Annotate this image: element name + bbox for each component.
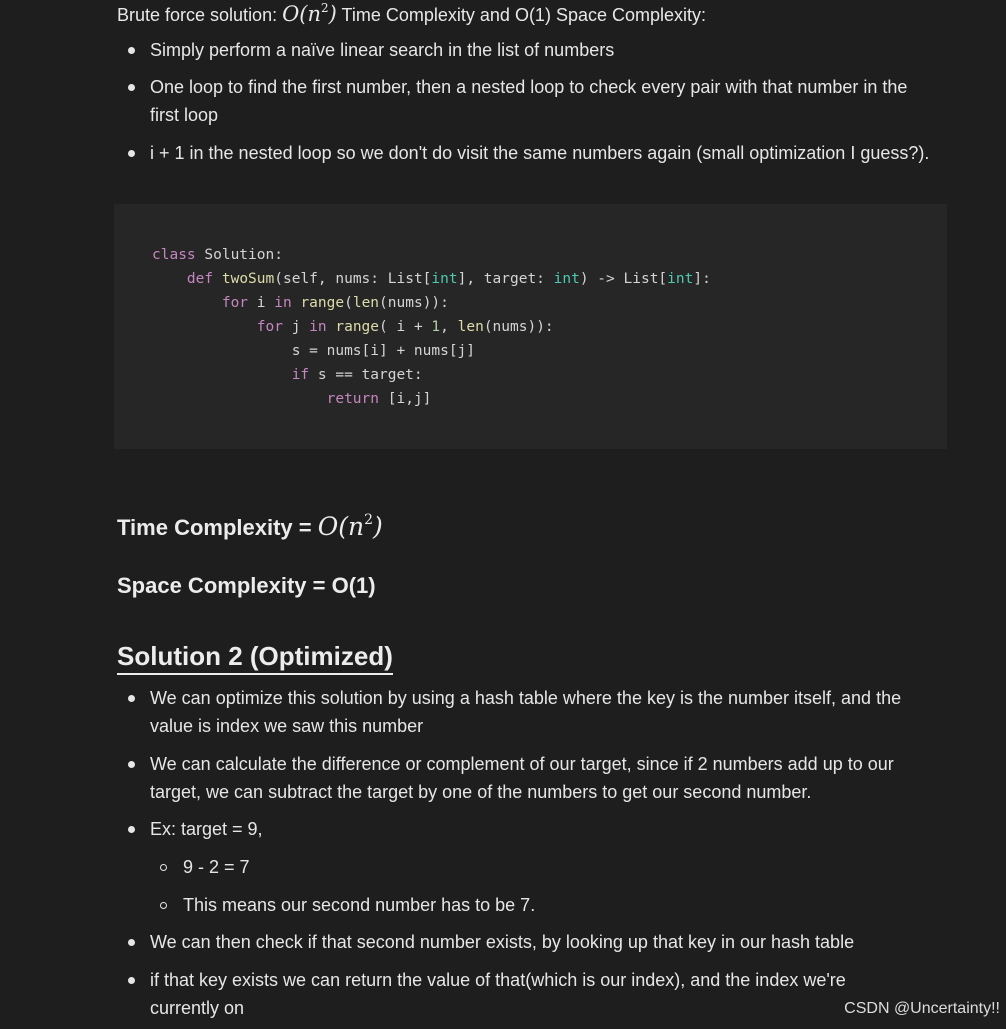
list-item: Ex: target = 9, <box>117 815 937 843</box>
code-token: j <box>282 319 310 335</box>
code-token: range <box>326 319 380 335</box>
code-token: (nums)): <box>379 295 449 311</box>
code-token: ( i + <box>379 319 432 335</box>
intro-prefix: Brute force solution: <box>117 5 283 25</box>
sub-list-item: 9 - 2 = 7 <box>117 853 937 881</box>
time-complexity-heading <box>117 512 383 541</box>
code-token: s = nums[i] + nums[j] <box>291 343 476 359</box>
code-token: int <box>431 271 458 287</box>
code-token: range <box>291 295 345 311</box>
time-complexity-label: Time Complexity = <box>117 515 318 540</box>
code-token: 1 <box>431 319 441 335</box>
sub-list-item: This means our second number has to be 7. <box>117 891 937 919</box>
code-token: in <box>309 319 327 335</box>
code-token: twoSum <box>221 271 275 287</box>
code-token: for <box>256 319 283 335</box>
code-token: def <box>186 271 214 287</box>
code-token: , <box>440 319 458 335</box>
intro-math-close: ) <box>328 2 337 26</box>
code-token: len <box>457 319 484 335</box>
code-token: len <box>352 295 380 311</box>
code-token: (nums)): <box>483 319 554 335</box>
time-math-exp: 2 <box>364 512 373 528</box>
code-token: ]: <box>693 271 711 287</box>
intro-suffix: Time Complexity and O(1) Space Complexity: <box>336 5 707 25</box>
code-token: [ <box>658 271 668 287</box>
solution2-bullets <box>117 684 937 1022</box>
code-token: (self, nums: <box>274 271 388 287</box>
code-text <box>152 243 711 411</box>
list-item: i + 1 in the nested loop so we don't do visit the same numbers again (small optimization I guess?). <box>117 139 937 167</box>
code-token: class <box>152 247 196 263</box>
brute-force-bullets <box>117 36 937 167</box>
list-item: We can then check if that second number exists, by looking up that key in our hash table <box>117 928 937 956</box>
list-item: Simply perform a naïve linear search in the list of numbers <box>117 36 937 64</box>
code-token: ) -> <box>579 271 624 287</box>
code-token: List <box>387 271 423 287</box>
brute-force-intro <box>117 2 706 27</box>
intro-math <box>282 2 337 26</box>
space-complexity-heading: Space Complexity = O(1) <box>117 573 376 598</box>
list-item: One loop to find the first number, then a nested loop to check every pair with that number in the first loop <box>117 73 937 129</box>
code-token: Solution: <box>195 247 283 263</box>
code-token: ( <box>344 295 353 311</box>
code-token: [ <box>422 271 432 287</box>
list-item: We can optimize this solution by using a hash table where the key is the number itself, and the value is index we saw this number <box>117 684 937 740</box>
intro-math-base: O(n <box>282 2 322 26</box>
code-token: List <box>623 271 659 287</box>
time-math-base: O(n <box>317 512 365 541</box>
list-item: if that key exists we can return the value of that(which is our index), and the index we're currently on <box>117 966 937 1022</box>
code-token: i <box>248 295 275 311</box>
code-token: s == target: <box>309 367 423 383</box>
code-token: int <box>553 271 580 287</box>
csdn-watermark: CSDN @Uncertainty!! <box>844 1000 1000 1017</box>
intro-math-exp: 2 <box>321 1 329 15</box>
code-token: in <box>274 295 292 311</box>
code-token: if <box>291 367 310 383</box>
code-token: [i,j] <box>379 391 432 407</box>
code-token: return <box>326 391 379 407</box>
code-token: int <box>667 271 694 287</box>
time-math-close: ) <box>373 512 383 541</box>
list-item: We can calculate the difference or complement of our target, since if 2 numbers add up to our target, we can subtract the target by one of the numbers to get our second number. <box>117 750 937 806</box>
code-token: for <box>221 295 249 311</box>
code-block <box>114 204 947 449</box>
code-token: ], target: <box>457 271 554 287</box>
time-complexity-math <box>318 512 383 541</box>
solution2-heading: Solution 2 (Optimized) <box>117 640 393 675</box>
